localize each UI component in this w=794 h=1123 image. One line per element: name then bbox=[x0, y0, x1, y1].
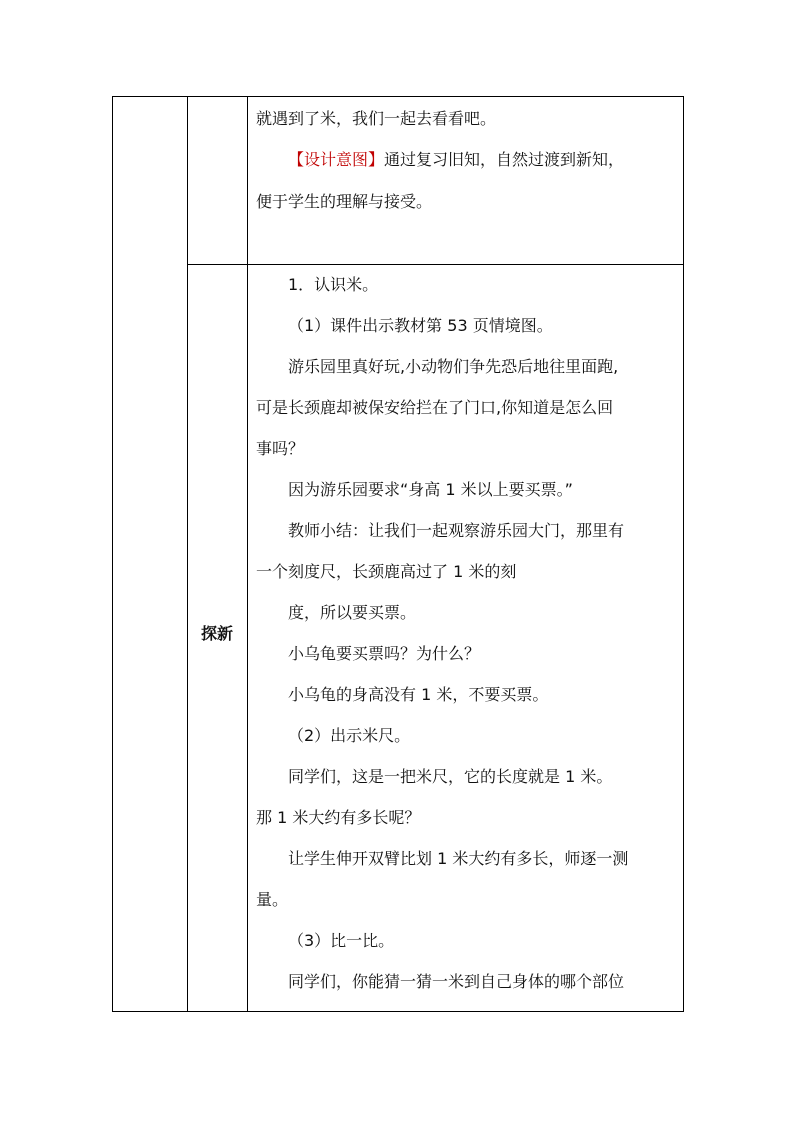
paragraph-line: 游乐园里真好玩,小动物们争先恐后地往里面跑, bbox=[288, 357, 619, 376]
paragraph-line: 小乌龟要买票吗？为什么？ bbox=[288, 644, 481, 663]
paragraph-line: 1．认识米。 bbox=[288, 275, 379, 294]
row2-content bbox=[247, 265, 683, 1011]
paragraph-line: 因为游乐园要求“身高 1 米以上要买票。” bbox=[288, 480, 573, 499]
design-intent-label: 【设计意图】 bbox=[288, 150, 385, 169]
paragraph-line: 小乌龟的身高没有 1 米，不要买票。 bbox=[288, 685, 549, 704]
paragraph-line: （3）比一比。 bbox=[288, 931, 395, 950]
paragraph-line: 一个刻度尺，长颈鹿高过了 1 米的刻 bbox=[256, 562, 517, 581]
paragraph-line: 量。 bbox=[256, 890, 289, 909]
stage-label-explore: 探新 bbox=[200, 624, 233, 643]
paragraph-line: 事吗？ bbox=[256, 439, 305, 458]
paragraph-line: 同学们，你能猜一猜一米到自己身体的哪个部位 bbox=[288, 972, 625, 991]
row1-line-1: 就遇到了米，我们一起去看看吧。 bbox=[256, 109, 497, 128]
paragraph-line: 同学们，这是一把米尺，它的长度就是 1 米。 bbox=[288, 767, 613, 786]
lesson-table bbox=[112, 96, 684, 1012]
paragraph-line: （1）课件出示教材第 53 页情境图。 bbox=[288, 316, 553, 335]
row1-content bbox=[247, 97, 683, 264]
paragraph-line: 度，所以要买票。 bbox=[288, 603, 417, 622]
column-divider-1 bbox=[187, 97, 188, 1011]
design-intent-text: 通过复习旧知，自然过渡到新知， bbox=[384, 150, 625, 169]
paragraph-line: 那 1 米大约有多长呢？ bbox=[256, 808, 421, 827]
paragraph-line: （2）出示米尺。 bbox=[288, 726, 411, 745]
paragraph-line: 让学生伸开双臂比划 1 米大约有多长，师逐一测 bbox=[288, 849, 629, 868]
paragraph-line: 教师小结：让我们一起观察游乐园大门，那里有 bbox=[288, 521, 625, 540]
paragraph-line: 可是长颈鹿却被保安给拦在了门口,你知道是怎么回 bbox=[256, 398, 614, 417]
design-intent-line bbox=[288, 150, 624, 170]
row1-line-3: 便于学生的理解与接受。 bbox=[256, 192, 433, 211]
